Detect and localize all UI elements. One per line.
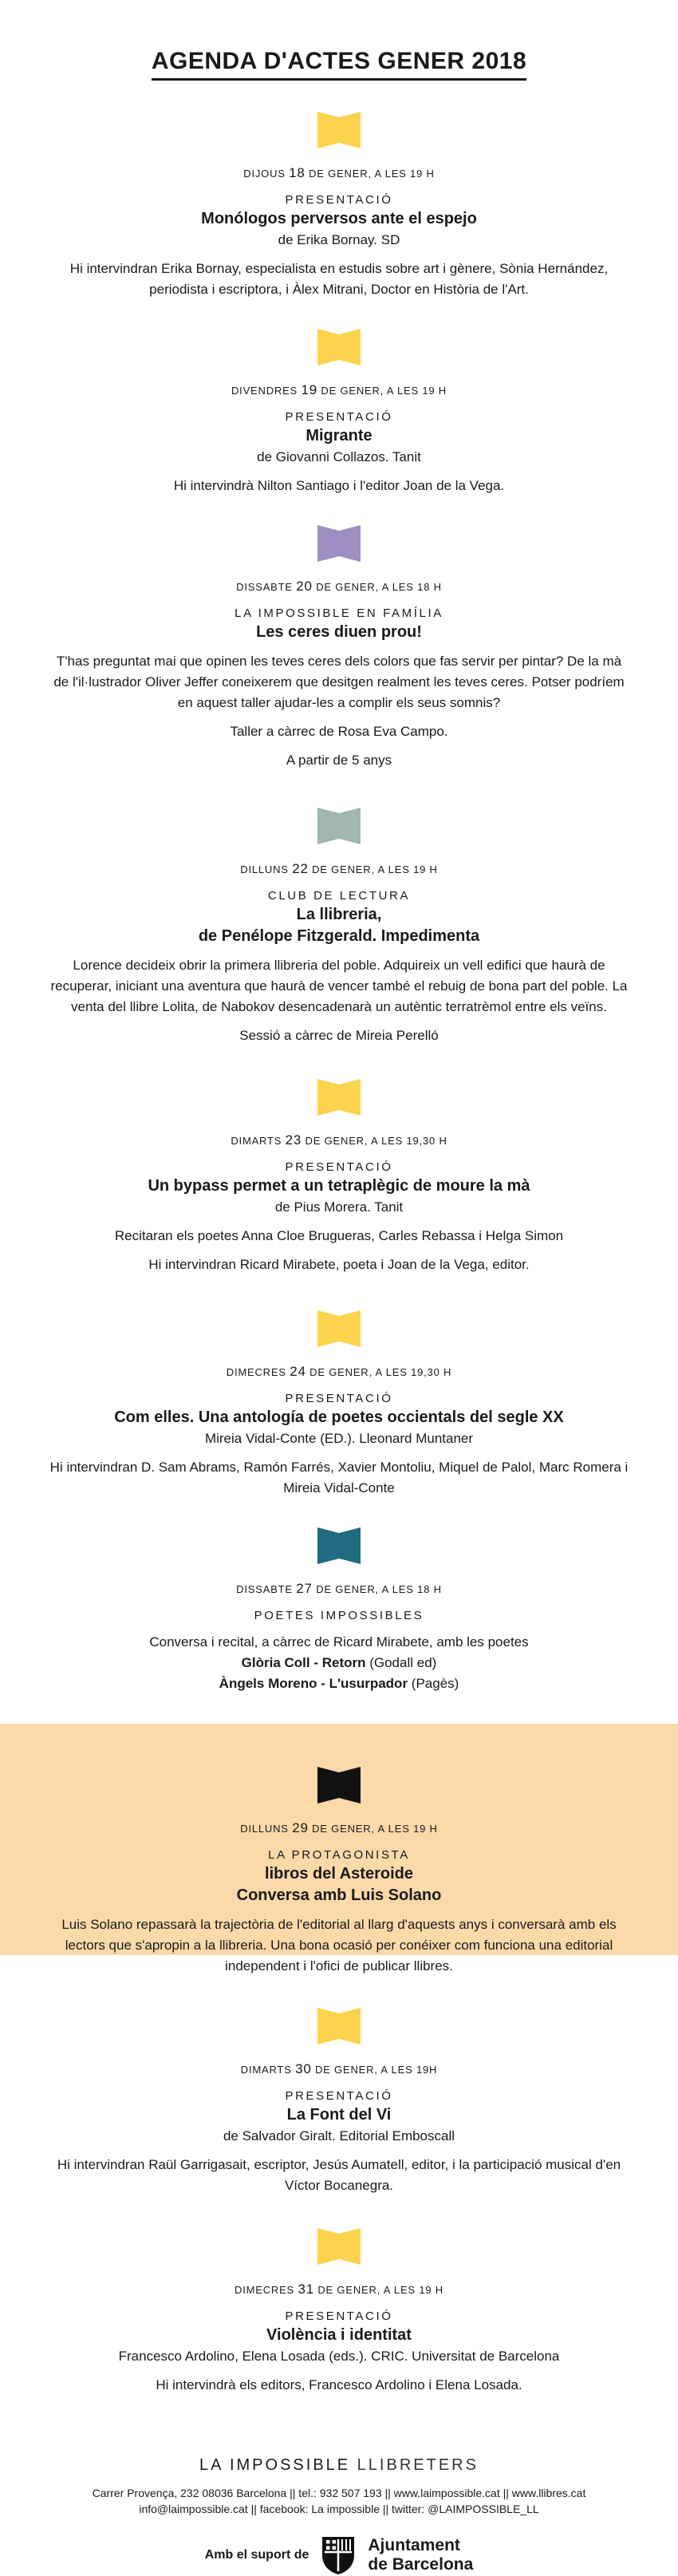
sponsor-label: Amb el suport de <box>204 2548 309 2562</box>
event-day: 31 <box>298 2282 314 2297</box>
event-date <box>48 2282 630 2297</box>
event-text: Hi intervindrà Nilton Santiago i l'editor Joan de la Vega. <box>173 478 505 493</box>
event-date <box>48 1133 630 1148</box>
event-category: LA PROTAGONISTA <box>268 1848 410 1862</box>
event-text: Sessió a càrrec de Mireia Perelló <box>239 1028 439 1043</box>
event-weekday: DIMARTS <box>231 1135 286 1147</box>
event-8 <box>0 1765 678 1977</box>
event-weekday: DISSABTE <box>236 1583 297 1595</box>
brand-main: LA IMPOSSIBLE <box>199 2456 351 2474</box>
event-text: Hi intervindran Erika Bornay, especialista en estudis sobre art i gènere, Sònia Hernández, periodista i escriptora, i Àlex Mitrani, Doctor en Història de l'Art. <box>69 261 609 297</box>
city-line-1: Ajuntament <box>368 2536 460 2554</box>
event-title: Com elles. Una antología de poetes occientals del segle XX <box>114 1409 564 1426</box>
event-title: Les ceres diuen prou! <box>256 623 422 641</box>
event-date <box>48 166 630 181</box>
event-category: POETES IMPOSSIBLES <box>254 1609 424 1622</box>
event-poet-line <box>48 1653 630 1673</box>
event-category: CLUB DE LECTURA <box>267 889 411 903</box>
book-icon <box>316 1526 362 1566</box>
page-title: AGENDA D'ACTES GENER 2018 <box>152 46 526 81</box>
event-date <box>48 383 630 398</box>
event-text: Luis Solano repassarà la trajectòria de l'editorial al llarg d'aquests anys i conversarà amb els lectors que s'apropin a la llibreria. Una bona ocasió per conéixer com funciona una editorial independent i l'ofici de publicar llibres. <box>61 1917 617 1973</box>
event-category: LA IMPOSSIBLE EN FAMÍLIA <box>235 606 443 620</box>
book-icon <box>316 1765 362 1805</box>
event-text: de Erika Bornay. SD <box>278 232 400 247</box>
event-title: Monólogos perversos ante el espejo <box>201 210 477 227</box>
event-weekday: DILLUNS <box>240 1823 293 1835</box>
event-poet-line <box>48 1673 630 1694</box>
event-date <box>48 2062 630 2077</box>
event-weekday: DILLUNS <box>240 863 293 875</box>
city-line-2: de Barcelona <box>368 2555 474 2574</box>
event-text: Hi intervindran Ricard Mirabete, poeta i Joan de la Vega, editor. <box>148 1257 530 1272</box>
event-text: Francesco Ardolino, Elena Losada (eds.). CRIC. Universitat de Barcelona <box>118 2349 560 2364</box>
event-text: Taller a càrrec de Rosa Eva Campo. <box>230 724 448 739</box>
event-time: DE GENER, A LES 19,30 H <box>305 1366 452 1378</box>
event-weekday: DIVENDRES <box>231 385 302 397</box>
event-text: A partir de 5 anys <box>286 753 392 768</box>
event-day: 23 <box>285 1132 302 1148</box>
event-7 <box>0 1526 678 1694</box>
event-day: 18 <box>289 165 305 180</box>
book-icon <box>316 806 362 846</box>
book-icon <box>316 1309 362 1349</box>
event-day: 22 <box>292 861 309 876</box>
poet-work: Àngels Moreno - L'usurpador <box>219 1676 408 1691</box>
event-title-2: de Penélope Fitzgerald. Impedimenta <box>198 927 480 945</box>
event-weekday: DIMECRES <box>235 2284 298 2296</box>
event-10 <box>0 2226 678 2396</box>
header <box>0 0 678 112</box>
event-time: DE GENER, A LES 19,30 H <box>302 1135 447 1147</box>
footer <box>0 2444 678 2576</box>
event-5 <box>0 1077 678 1275</box>
event-category: PRESENTACIÓ <box>285 193 393 207</box>
event-day: 30 <box>295 2061 312 2076</box>
event-date <box>48 579 630 595</box>
event-title: Un bypass permet a un tetraplègic de moure la mà <box>148 1177 530 1195</box>
event-time: DE GENER, A LES 19 H <box>305 168 435 180</box>
event-day: 24 <box>290 1364 306 1379</box>
event-category: PRESENTACIÓ <box>285 1160 393 1174</box>
book-icon <box>316 1077 362 1117</box>
event-category: PRESENTACIÓ <box>285 1392 393 1405</box>
event-text: Recitaran els poetes Anna Cloe Brugueras, Carles Rebassa i Helga Simon <box>114 1228 564 1243</box>
event-weekday: DIMARTS <box>240 2064 296 2076</box>
event-text: Hi intervindran D. Sam Abrams, Ramón Farrés, Xavier Montoliu, Miquel de Palol, Marc Romera i Mireia Vidal-Conte <box>49 1460 629 1495</box>
event-4 <box>0 806 678 1046</box>
event-text: Lorence decideix obrir la primera llibreria del poble. Adquireix un vell edifici que haurà de recuperar, iniciant una aventura que haurà de vencer també el rebuig de bona part del poble. La venta del llibre Lolita, de Nabokov desencadenarà un autèntic terratrèmol entre els veïns. <box>50 958 628 1014</box>
event-text: Hi intervindran Raül Garrigasait, escriptor, Jesús Aumatell, editor, i la participació musical d'en Víctor Bocanegra. <box>57 2157 621 2193</box>
book-icon <box>316 2006 362 2046</box>
event-title: La llibreria, <box>296 906 382 923</box>
event-text: Mireia Vidal-Conte (ED.). Lleonard Muntaner <box>204 1431 474 1446</box>
event-date <box>48 1365 630 1380</box>
contact-info <box>0 2485 678 2517</box>
event-category: PRESENTACIÓ <box>285 2089 393 2103</box>
event-2 <box>0 327 678 496</box>
event-6 <box>0 1309 678 1499</box>
event-time: DE GENER, A LES 19H <box>311 2064 438 2076</box>
event-title-2: Conversa amb Luis Solano <box>236 1887 442 1904</box>
event-text: Hi intervindrà els editors, Francesco Ardolino i Elena Losada. <box>156 2377 522 2392</box>
city-council-name <box>368 2536 473 2574</box>
bookshop-brand <box>0 2455 678 2475</box>
event-9 <box>0 2006 678 2196</box>
publisher: (Godall ed) <box>365 1655 437 1670</box>
event-day: 19 <box>301 382 317 397</box>
event-time: DE GENER, A LES 18 H <box>312 581 442 593</box>
event-time: DE GENER, A LES 19 H <box>317 385 447 397</box>
event-title: libros del Asteroide <box>265 1865 413 1883</box>
brand-light: LLIBRETERS <box>350 2456 479 2474</box>
contact-line-2: info@laimpossible.cat || facebook: La impossible || twitter: @LAIMPOSSIBLE_LL <box>139 2503 539 2515</box>
event-title: Migrante <box>305 427 373 444</box>
event-text: de Pius Morera. Tanit <box>274 1199 404 1215</box>
event-title: La Font del Vi <box>286 2106 392 2124</box>
barcelona-shield-icon <box>320 2535 357 2576</box>
event-text: T'has preguntat mai que opinen les teves ceres dels colors que fas servir per pintar? De la mà de l'il·lustrador Oliver Jeffer coneixerem que desitgen realment les teves ceres. Potser podríem en aquest taller ajudar-les a complir els seus somnis? <box>53 654 625 710</box>
book-icon <box>316 523 362 563</box>
book-icon <box>316 327 362 367</box>
publisher: (Pagès) <box>408 1676 459 1691</box>
event-day: 27 <box>296 1581 313 1596</box>
event-time: DE GENER, A LES 19 H <box>308 863 438 875</box>
event-3 <box>0 523 678 771</box>
event-title: Violència i identitat <box>266 2326 412 2344</box>
contact-line-1: Carrer Provença, 232 08036 Barcelona || tel.: 932 507 193 || www.laimpossible.cat || www.llibres.cat <box>92 2487 586 2499</box>
event-time: DE GENER, A LES 18 H <box>312 1583 442 1595</box>
event-text: de Salvador Giralt. Editorial Emboscall <box>223 2128 455 2143</box>
book-icon <box>316 2226 362 2266</box>
event-date <box>48 862 630 877</box>
event-date <box>48 1821 630 1836</box>
event-time: DE GENER, A LES 19 H <box>308 1823 438 1835</box>
event-day: 20 <box>296 579 313 594</box>
event-date <box>48 1582 630 1597</box>
sponsor <box>0 2535 678 2576</box>
event-weekday: DIJOUS <box>243 168 290 180</box>
event-day: 29 <box>292 1820 309 1835</box>
poet-work: Glòria Coll - Retorn <box>241 1655 366 1670</box>
event-category: PRESENTACIÓ <box>285 410 393 424</box>
event-text: de Giovanni Collazos. Tanit <box>257 449 421 464</box>
event-weekday: DIMECRES <box>226 1366 290 1378</box>
event-time: DE GENER, A LES 19 H <box>313 2284 443 2296</box>
book-icon <box>316 110 362 150</box>
event-text: Conversa i recital, a càrrec de Ricard Mirabete, amb les poetes <box>149 1634 529 1650</box>
event-category: PRESENTACIÓ <box>285 2309 393 2323</box>
event-weekday: DISSABTE <box>236 581 297 593</box>
event-1 <box>0 110 678 300</box>
